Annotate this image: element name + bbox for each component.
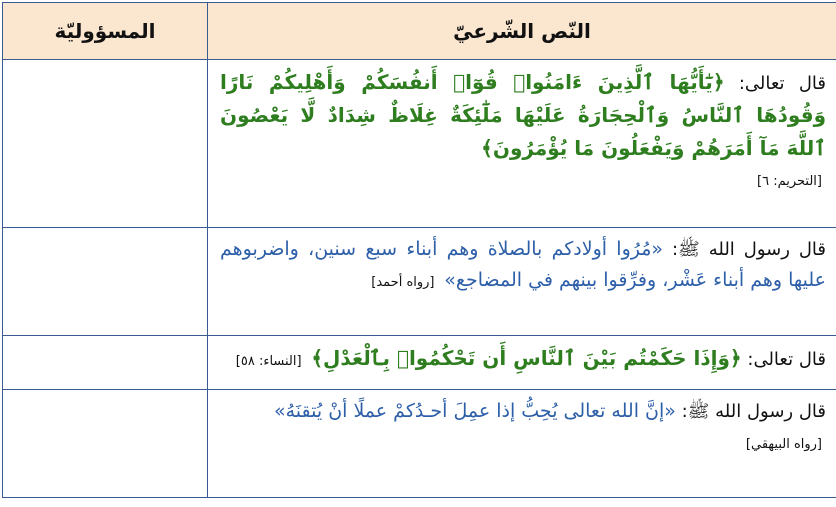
ornate-open-bracket: ﴿ bbox=[712, 70, 725, 94]
lead-text: قال رسول الله ﷺ: bbox=[671, 239, 826, 260]
responsibility-cell[interactable] bbox=[3, 228, 208, 336]
responsibility-cell[interactable] bbox=[3, 336, 208, 390]
responsibility-cell[interactable] bbox=[3, 390, 208, 498]
lead-text: قال تعالى: bbox=[747, 349, 826, 370]
header-text: النّص الشّرعيّ bbox=[208, 3, 836, 60]
lead-text: قال رسول الله ﷺ: bbox=[681, 401, 826, 422]
quran-verse: يَٰٓأَيُّهَا ٱلَّذِينَ ءَامَنُوا۟ قُوٓا۟ أَنفُسَكُمْ وَأَهْلِيكُمْ نَارًا وَقُودُهَا ٱلنَّاسُ وَٱلْحِجَارَةُ عَلَيْهَا مَلَٰٓئِكَةٌ غِلَاظٌ شِدَادٌ لَّا يَعْصُونَ ٱللَّهَ مَآ أَمَرَهُمْ وَيَفْعَلُونَ مَا يُؤْمَرُونَ bbox=[220, 70, 826, 160]
responsibility-cell[interactable] bbox=[3, 60, 208, 228]
responsibility-table bbox=[2, 2, 836, 498]
header-row bbox=[3, 3, 836, 60]
text-cell bbox=[208, 228, 836, 336]
table-row bbox=[3, 336, 836, 390]
ornate-close-bracket: ﴾ bbox=[481, 135, 493, 160]
table-row bbox=[3, 390, 836, 498]
source-reference: [رواه البيهقي] bbox=[745, 436, 822, 452]
source-reference: [التحريم: ٦] bbox=[757, 174, 822, 190]
table-row bbox=[3, 228, 836, 336]
ornate-close-bracket: ﴾ bbox=[311, 346, 324, 370]
text-cell bbox=[208, 390, 836, 498]
source-reference: [رواه أحمد] bbox=[371, 274, 435, 290]
source-reference: [النساء: ٥٨] bbox=[235, 354, 302, 369]
text-cell bbox=[208, 60, 836, 228]
hadith-text: «مُرُوا أولادكم بالصلاة وهم أبناء سبع سنين، واضربوهم عليها وهم أبناء عَشْر، وفرِّقوا بينهم في المضاجع» bbox=[220, 238, 826, 291]
ornate-open-bracket: ﴿ bbox=[729, 346, 742, 370]
table-row bbox=[3, 60, 836, 228]
header-responsibility: المسؤوليّة bbox=[3, 3, 208, 60]
lead-text: قال تعالى: bbox=[738, 73, 827, 94]
hadith-text: «إنَّ الله تعالى يُحِبُّ إذا عمِلَ أحـدُكمْ عملًا أنْ يُتقنَهُ» bbox=[273, 400, 676, 422]
text-cell bbox=[208, 336, 836, 390]
quran-verse: وَإِذَا حَكَمْتُم بَيْنَ ٱلنَّاسِ أَن تَحْكُمُوا۟ بِٱلْعَدْلِ bbox=[323, 346, 730, 370]
